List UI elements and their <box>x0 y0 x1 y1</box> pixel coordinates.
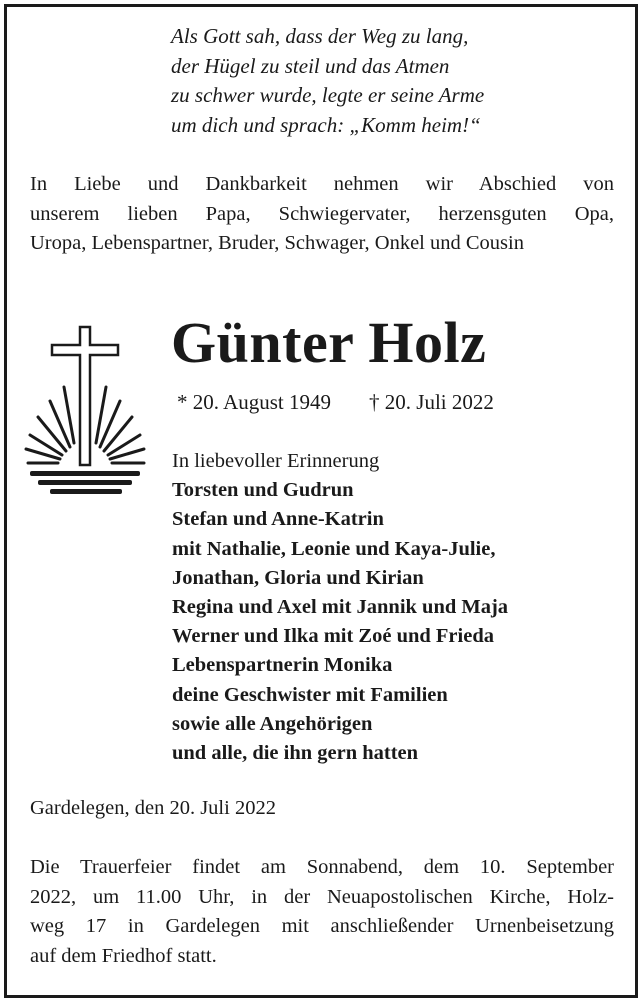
life-dates <box>177 388 494 416</box>
poem <box>171 22 484 140</box>
death-date: † 20. Juli 2022 <box>369 390 494 414</box>
intro-text <box>30 170 614 259</box>
intro-line: In Liebe und Dankbarkeit nehmen wir Abschied von <box>30 173 614 195</box>
funeral-line: 2022, um 11.00 Uhr, in der Neuapostolischen Kirche, Holz- <box>30 885 614 908</box>
mourner-line: Regina und Axel mit Jannik und Maja <box>172 596 509 619</box>
deceased-name: Günter Holz <box>171 310 487 375</box>
mourner-line: sowie alle Angehörigen <box>172 712 373 735</box>
new-apostolic-cross-sun-water-icon <box>24 325 148 497</box>
mourner-line: und alle, die ihn gern hatten <box>172 742 419 765</box>
mourner-line: Werner und Ilka mit Zoé und Frieda <box>172 625 494 648</box>
funeral-line: Die Trauerfeier findet am Sonnabend, dem 10. September <box>30 856 614 878</box>
poem-line: der Hügel zu steil und das Atmen <box>171 53 450 78</box>
funeral-line: auf dem Friedhof statt. <box>30 944 217 967</box>
mourners-list <box>172 447 508 768</box>
poem-line: um dich und sprach: „Komm heim!“ <box>171 112 481 137</box>
mourner-line: deine Geschwister mit Familien <box>172 683 448 706</box>
birth-date: * 20. August 1949 <box>177 390 332 414</box>
mourner-line: mit Nathalie, Leonie und Kaya-Julie, <box>172 537 496 560</box>
intro-line: Uropa, Lebenspartner, Bruder, Schwager, Onkel und Cousin <box>30 232 524 254</box>
mourner-line: Stefan und Anne-Katrin <box>172 508 384 531</box>
poem-line: Als Gott sah, dass der Weg zu lang, <box>171 24 469 48</box>
poem-line: zu schwer wurde, legte er seine Arme <box>171 83 485 107</box>
funeral-line: weg 17 in Gardelegen mit anschließender Urnenbeisetzung <box>30 915 614 937</box>
mourner-line: Jonathan, Gloria und Kirian <box>172 566 424 589</box>
mourners-heading: In liebevoller Erinnerung <box>172 450 380 472</box>
intro-line: unserem lieben Papa, Schwiegervater, herzensguten Opa, <box>30 202 614 225</box>
place-date: Gardelegen, den 20. Juli 2022 <box>30 797 276 819</box>
mourner-line: Torsten und Gudrun <box>172 479 354 502</box>
mourner-line: Lebenspartnerin Monika <box>172 654 393 677</box>
funeral-info <box>30 853 614 971</box>
